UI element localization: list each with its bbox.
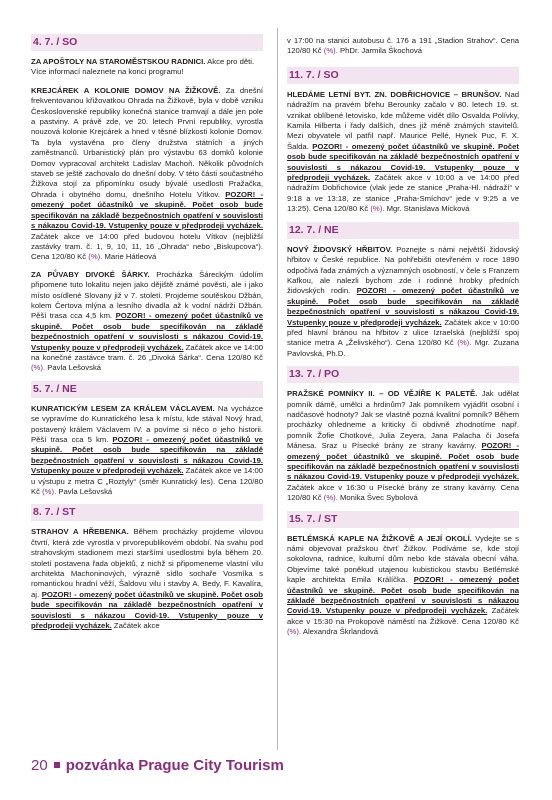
covid-warning: POZOR! - omezený počet účastníků ve skupině. Počet osob bude specifikován na základě bezpečnostních opatření v souvislosti s nákazou Covid-19. Vstupenky pouze v předprodeji vycházek. bbox=[31, 311, 263, 352]
guide-name: Mgr. Zuzana Pavlovská, Ph.D. bbox=[287, 338, 519, 358]
event-description bbox=[31, 86, 263, 263]
price-discount: (%). bbox=[370, 204, 385, 214]
covid-warning: POZOR! - omezený počet účastníků ve skupině. Počet osob bude specifikován na základě bezpečnostních opatření v souvislosti s nákazou Covid-19. Vstupenky pouze v předprodeji vycházek. bbox=[31, 189, 264, 231]
event-meeting-info: Začátek akce v 10:00 před hlavní bránou na hřbitov z ulice Izraelská (nejbližší spoj stanice metra A „Želivského“). Cena 120/80 Kč bbox=[287, 317, 520, 348]
price-discount: (%). bbox=[42, 487, 57, 497]
event-item bbox=[31, 34, 263, 78]
guide-name: Monika Švec Sybolová bbox=[340, 493, 418, 503]
event-title: BETLÉMSKÁ KAPLE NA ŽIŽKOVĚ A JEJÍ OKOLÍ. bbox=[287, 533, 472, 543]
event-item bbox=[287, 222, 519, 359]
event-title: ZA APOŠTOLY NA STAROMĚSTSKOU RADNICI. bbox=[31, 57, 206, 66]
event-text: Nad nádražím na pravém břehu Berounky začalo v 80. letech 19. st. vznikat oblíbené letovisko, kde můžeme vidět dílo Osvalda Polívky, Kamila Hilberta i řady dalších, dnes již méně známých stavitelů. Mezi obyvatele vil patřil např. Maurice Pellé, Hynek Puc, F. X. Šalda. bbox=[287, 89, 519, 151]
price-discount: (%). bbox=[323, 46, 338, 56]
event-meeting-info: Začátek akce v 16:30 u Písecké brány ze strany kavárny. Cena 120/80 Kč bbox=[287, 482, 519, 503]
event-title: PRAŽSKÉ POMNÍKY II. – OD VĚJÍŘE K PALETĚ. bbox=[287, 389, 478, 399]
covid-warning: POZOR! - omezený počet účastníků ve skupině. Počet osob bude specifikován na základě bezpečnostních opatření v souvislosti s nákazou Covid-19. Vstupenky pouze v předprodeji vycházek. bbox=[287, 141, 519, 183]
event-text: Akce pro děti. Více informací naleznete na konci programu! bbox=[31, 57, 255, 77]
event-text: Jak udělat pomník dámě, umělci a hrdinům? Jak pomníkem vyjádřit osobní i nadčasové hodnoty? Jak se vlastně pozná kvalitní pomník? Během procházky ohledneme a kriticky či obdivně zhodnotíme např. pomník Žofie Chotkové, Julia Zeyera, Jana Palacha či Josefa Mánesa. Sraz u Písecké brány ze strany kavárny. bbox=[287, 389, 519, 451]
event-text: Vydejte se s námi objevovat pražskou čtvrť Žižkov. Podíváme se, kde stojí sokolovna, radnice, kulturní dům nebo kde stávala obecní váha. Objevíme také poněkud utajenou kubistickou stavbu Betlémské kaple architekta Emila Králíčka. bbox=[287, 533, 520, 585]
price-discount: (%). bbox=[31, 363, 46, 373]
left-column bbox=[31, 34, 263, 639]
guide-name: Pavla Lešovská bbox=[47, 363, 102, 373]
event-text: Procházka Šáreckým údolím připomene tuto lokalitu nejen jako dějiště známé pověsti, ale i jako místo osídlené Slovany již v 7. století. Projdeme soutěskou Džbán, kolem Čertova mlýna a lesního divadla až k vodní nádrži Džbán. Pěší trasa cca 4,5 km. bbox=[31, 269, 263, 321]
event-description bbox=[287, 245, 519, 359]
event-title: KUNRATICKÝM LESEM ZA KRÁLEM VÁCLAVEM. bbox=[31, 403, 215, 413]
date-banner: 13. 7. / PO bbox=[287, 366, 519, 383]
event-title: NOVÝ ŽIDOVSKÝ HŘBITOV. bbox=[287, 244, 393, 254]
event-text: Za dnešní frekventovanou křižovatkou Ohrada na Žižkově, byla v době vzniku Československé republiky konečná stanice tramvají a dále jen pole a pastviny. A právě zde, ve 20. letech První republiky, vyrostla nouzová kolonie Krejcárek a hned v těsné blízkosti kolonie Domov. Ta byla vystavěna pro členy družstva státních a jiných zaměstnanců. Urbanistický plán pro výstavbu 63 domků kolonie Domov vypracoval architekt Ladislav Machoň. Několik původních staveb se ještě zachovalo do dnešní doby. V této části součastného Žižkova stojí za připomínku osudy bývalé usedlosti Pražačka, Ohrada i obytného domu, dnešního Hotelu Vítkov. bbox=[31, 85, 263, 199]
event-title: HLEDÁME LETNÍ BYT. ZN. DOBŘICHOVICE – BRUNŠOV. bbox=[287, 89, 502, 99]
guide-name: Mgr. Stanislava Micková bbox=[386, 204, 470, 214]
guide-name: Pavla Lešovská bbox=[58, 487, 113, 497]
event-text: Na vycházce se vypravíme do Kunratického lesa k místu, kde stával Nový hrad, postavený králem Václavem IV. a povíme si něco o jeho historii. Pěší trasa cca 5 km. bbox=[31, 403, 264, 444]
event-meeting-info: Začátek akce bbox=[113, 621, 160, 631]
event-description bbox=[31, 57, 263, 78]
page-footer bbox=[31, 757, 284, 774]
event-item bbox=[31, 86, 263, 263]
event-text: Během procházky projdeme vilovou čtvrtí, která zde vyrostla v prvorepublikovém období. Na svahu pod strahovským stadionem mezi staršími usedlostmi byla během 20. století postavena řada objektů, z nichž si připomeneme vlastní vilu architekta Machoninových, výrazně sídlo sochaře Vosmíka s romantickou hradní věží, Šaldovu vilu i stavby A. Bedy, F. Kavalíra, aj. bbox=[31, 527, 263, 599]
right-column bbox=[287, 36, 519, 645]
event-description bbox=[287, 90, 519, 215]
date-banner: 15. 7. / ST bbox=[287, 511, 519, 528]
covid-warning: POZOR! - omezený počet účastníků ve skupině. Počet osob bude specifikován na základě bezpečnostních opatření v souvislosti s nákazou Covid-19. Vstupenky pouze v předprodeji vycházek. bbox=[287, 441, 520, 482]
event-meeting-info: Začátek akce v 10:00 a ve 14:00 před nádražím Dobřichovice (vlak jede ze stanice „Praha-Hl. nádraží“ v 9:18 a ve 13:18, ze stanice „Praha-Smíchov“ jede v 9:25 a ve 13:25). Cena 120/80 Kč bbox=[287, 173, 520, 214]
event-meeting-info: Začátek akce v 15:30 na Prokopově náměstí na Žižkově. Cena 120/80 Kč bbox=[287, 606, 519, 626]
covid-warning: POZOR! - omezený počet účastníků ve skupině. Počet osob bude specifikován na základě bezpečnostních opatření v souvislosti s nákazou Covid-19. Vstupenky pouze v předprodeji vycházek. bbox=[31, 435, 263, 476]
page-number: 20 bbox=[31, 757, 48, 774]
event-description bbox=[31, 270, 263, 374]
covid-warning: POZOR! - omezený počet účastníků ve skupině. Počet osob bude specifikován na základě bezpečnostních opatření v souvislosti s nákazou Covid-19. Vstupenky pouze v předprodeji vycházek. bbox=[287, 286, 520, 327]
guide-name: Marie Hátleová bbox=[104, 252, 157, 262]
event-description bbox=[31, 527, 263, 631]
event-meeting-info: Začátek akce ve 14:00 před budovou hotelu Vítkov (nejbližší zastávky tram. č. 1, 9, 10, 11, 16 „Ohrada“ nebo „Biskupcova“). Cena 120/80 Kč bbox=[31, 231, 263, 262]
covid-warning: POZOR! - omezený počet účastníků ve skupině. Počet osob bude specifikován na základě bezpečnostních opatření v souvislosti s nákazou Covid-19. Vstupenky pouze v předprodeji vycházek. bbox=[31, 589, 264, 631]
event-title: STRAHOV A HŘEBENKA. bbox=[31, 527, 129, 537]
event-meeting-info: Začátek akce ve 14:00 na konečné zastávce tram. č. 26 „Divoká Šárka“. Cena 120/80 Kč bbox=[31, 342, 264, 362]
event-title: ZA PŮVABY DIVOKÉ ŠÁRKY. bbox=[31, 269, 150, 279]
date-banner: 4. 7. / SO bbox=[31, 34, 263, 51]
covid-warning: POZOR! - omezený počet účastníků ve skupině. Počet osob bude specifikován na základě bezpečnostních opatření v souvislosti s nákazou Covid-19. Vstupenky pouze v předprodeji vycházek. bbox=[287, 575, 520, 616]
event-description bbox=[31, 404, 263, 498]
footer-title: pozvánka Prague City Tourism bbox=[65, 757, 284, 774]
date-banner: 12. 7. / NE bbox=[287, 222, 519, 239]
date-banner: 11. 7. / SO bbox=[287, 67, 519, 84]
column-divider bbox=[277, 28, 278, 750]
price-discount: (%). bbox=[88, 252, 103, 262]
event-text: Poznejte s námi největší židovský hřbitov v České republice. Na pohřebišti otevřeném v roce 1890 odpočívá řada známých a významných osobností, v čele s Franzem Kafkou, ale nalezli bychom zde i rodinné hrobky předních židovských rodin. bbox=[287, 244, 519, 296]
event-meeting-info: v 17:00 na stanici autobusu č. 176 a 191 „Stadion Strahov“. Cena 120/80 Kč bbox=[287, 36, 519, 56]
price-discount: (%). bbox=[457, 338, 472, 348]
event-item bbox=[31, 270, 263, 374]
event-item bbox=[287, 366, 519, 503]
guide-name: Alexandra Škrlandová bbox=[302, 627, 379, 637]
event-item bbox=[287, 67, 519, 215]
event-item bbox=[31, 504, 263, 631]
event-item bbox=[287, 511, 519, 638]
event-title: KREJCÁREK A KOLONIE DOMOV NA ŽIŽKOVĚ. bbox=[31, 85, 221, 95]
event-description bbox=[287, 534, 519, 638]
date-banner: 8. 7. / ST bbox=[31, 504, 263, 521]
event-meeting-info: Začátek akce ve 14:00 u výstupu z metra C „Roztyly“ (směr Kunratický les). Cena 120/80 Kč bbox=[31, 466, 264, 497]
guide-name: PhDr. Jarmila Škochová bbox=[340, 46, 423, 56]
event-description bbox=[287, 389, 519, 503]
square-bullet-icon bbox=[54, 762, 60, 768]
price-discount: (%). bbox=[287, 627, 302, 637]
date-banner: 5. 7. / NE bbox=[31, 381, 263, 398]
event-item bbox=[31, 381, 263, 498]
price-discount: (%). bbox=[323, 493, 338, 503]
continued-text bbox=[287, 36, 519, 57]
